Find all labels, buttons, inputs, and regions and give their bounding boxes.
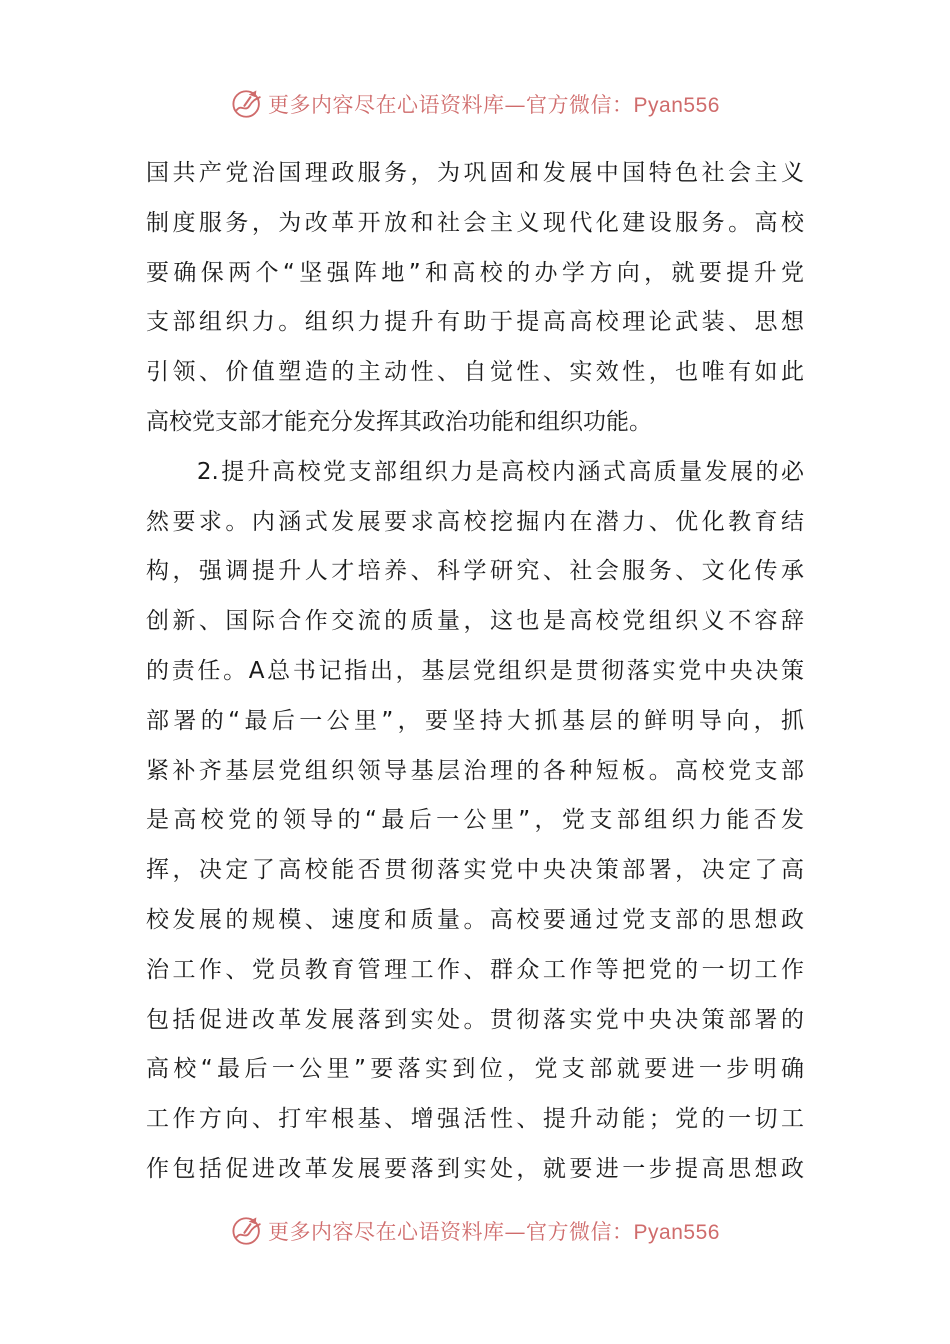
wechat-id: Pyan556 bbox=[633, 94, 720, 117]
text-line: 制度服务，为改革开放和社会主义现代化建设服务。高校 bbox=[146, 209, 804, 236]
text-line: 国共产党治国理政服务，为巩固和发展中国特色社会主义 bbox=[146, 160, 804, 186]
text-line: 部署的“最后一公里”，要坚持大抓基层的鲜明导向，抓 bbox=[146, 707, 804, 734]
footer-banner-text: 更多内容尽在心语资料库—官方微信：Pyan556 bbox=[268, 1220, 720, 1244]
text-line: 构，强调提升人才培养、科学研究、社会服务、文化传承 bbox=[146, 558, 804, 585]
text-line: 然要求。内涵式发展要求高校挖掘内在潜力、优化教育结 bbox=[146, 508, 804, 535]
text-line: 治工作、党员教育管理工作、群众工作等把党的一切工作 bbox=[146, 956, 804, 983]
text-line: 创新、国际合作交流的质量，这也是高校党组织义不容辞 bbox=[146, 608, 804, 635]
text-line: 紧补齐基层党组织领导基层治理的各种短板。高校党支部 bbox=[146, 757, 804, 784]
text-line: 高校党支部才能充分发挥其政治功能和组织功能。 bbox=[146, 408, 652, 435]
text-line: 包括促进改革发展落到实处。贯彻落实党中央决策部署的 bbox=[146, 1006, 804, 1033]
text-line: 2.提升高校党支部组织力是高校内涵式高质量发展的必 bbox=[146, 458, 804, 485]
footer-banner bbox=[0, 1209, 950, 1253]
text-line: 的责任。A总书记指出，基层党组织是贯彻落实党中央决策 bbox=[146, 657, 804, 684]
text-line: 作包括促进改革发展要落到实处，就要进一步提高思想政 bbox=[146, 1155, 804, 1182]
text-line: 引领、价值塑造的主动性、自觉性、实效性，也唯有如此 bbox=[146, 359, 804, 386]
text-line: 工作方向、打牢根基、增强活性、提升动能；党的一切工 bbox=[146, 1106, 804, 1133]
pen-signature-logo-icon bbox=[230, 87, 264, 121]
text-line: 高校“最后一公里”要落实到位，党支部就要进一步明确 bbox=[146, 1056, 804, 1083]
pen-signature-logo-icon bbox=[230, 1214, 264, 1248]
footer-wechat-id: Pyan556 bbox=[633, 1221, 720, 1244]
header-banner bbox=[0, 82, 950, 126]
banner-text: 更多内容尽在心语资料库—官方微信：Pyan556 bbox=[268, 93, 720, 117]
text-line: 支部组织力。组织力提升有助于提高高校理论武装、思想 bbox=[146, 309, 804, 336]
document-body bbox=[146, 149, 804, 1195]
text-line: 要确保两个“坚强阵地”和高校的办学方向，就要提升党 bbox=[146, 259, 804, 286]
text-line: 挥，决定了高校能否贯彻落实党中央决策部署，决定了高 bbox=[146, 857, 804, 884]
text-line: 校发展的规模、速度和质量。高校要通过党支部的思想政 bbox=[146, 906, 804, 933]
text-line: 是高校党的领导的“最后一公里”，党支部组织力能否发 bbox=[146, 807, 804, 834]
